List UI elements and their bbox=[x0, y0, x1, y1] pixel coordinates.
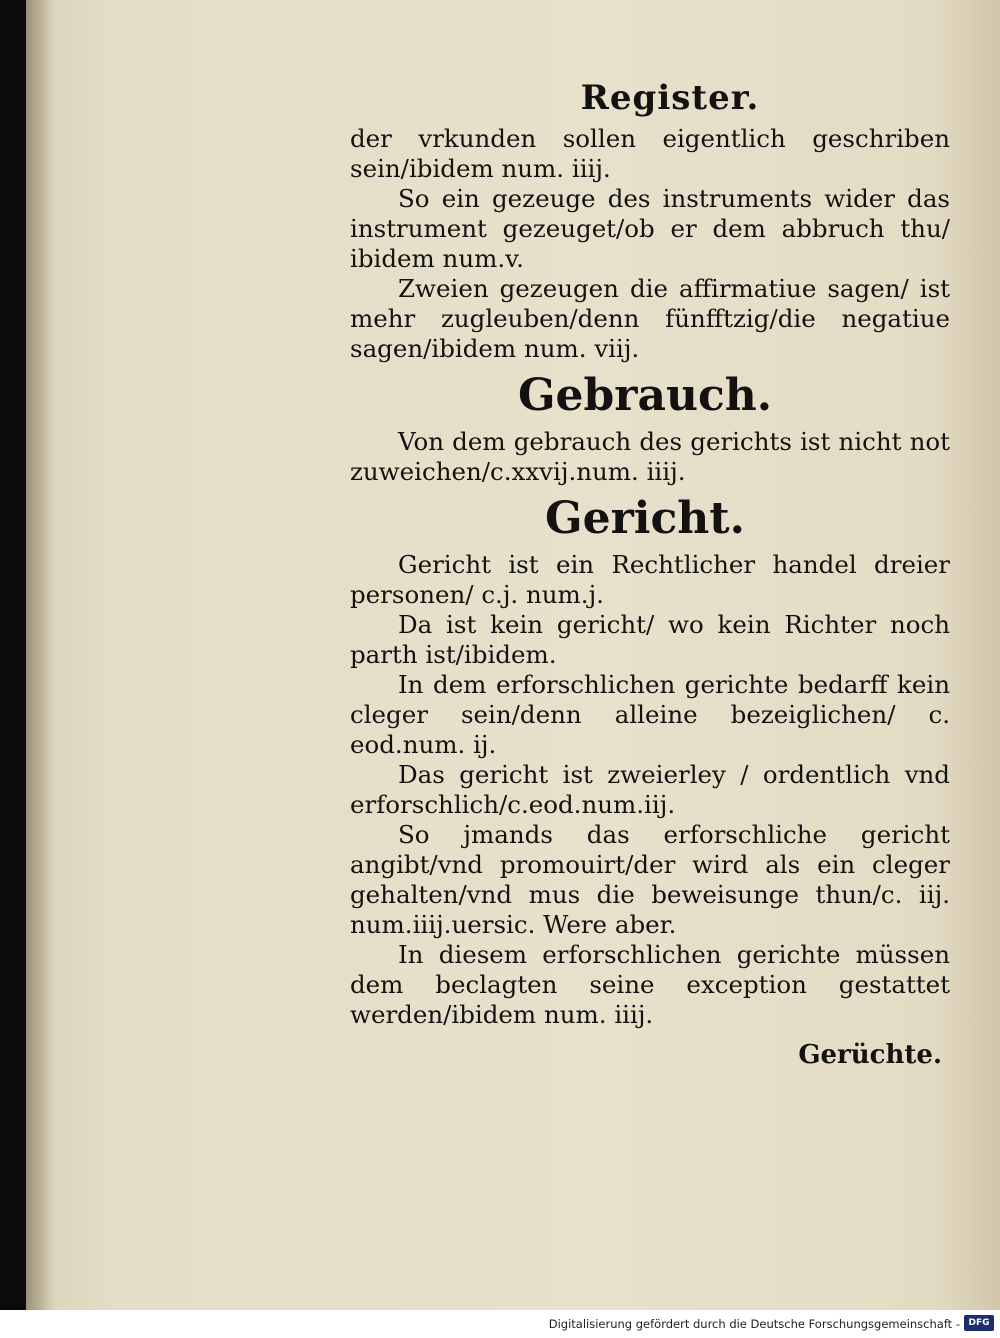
entry-text: In diesem erforschlichen gerichte müssen dem beclagten seine exception gestattet werden/ibidem num. iiij. bbox=[350, 940, 950, 1029]
dfg-logo: DFG bbox=[964, 1315, 994, 1331]
section-heading: Gebrauch. bbox=[517, 370, 773, 421]
entry-text: In dem erforschlichen gerichte bedarff kein cleger sein/denn alleine bezeiglichen/ c. eod.num. ij. bbox=[350, 670, 950, 759]
register-entry bbox=[350, 184, 950, 274]
entry-text: Da ist kein gericht/ wo kein Richter noch parth ist/ibidem. bbox=[350, 610, 950, 669]
gutter-shadow bbox=[26, 0, 54, 1310]
entry-text: Von dem gebrauch des gerichts ist nicht not zuweichen/c.xxvij.num. iiij. bbox=[350, 427, 950, 486]
register-entry bbox=[350, 670, 950, 760]
entry-text: der vrkunden sollen eigentlich geschriben sein/ibidem num. iiij. bbox=[350, 124, 950, 183]
entry-text: Das gericht ist zweierley / ordentlich vnd erforschlich/c.eod.num.iij. bbox=[350, 760, 950, 819]
register-entry bbox=[350, 124, 950, 184]
register-sections bbox=[350, 124, 950, 1030]
register-entry bbox=[350, 610, 950, 670]
register-entry bbox=[350, 427, 950, 487]
entry-text: Gericht ist ein Rechtlicher handel dreier personen/ c.j. num.j. bbox=[350, 550, 950, 609]
entry-text: Zweien gezeugen die affirmatiue sagen/ ist mehr zugleuben/denn fünfftzig/die negatiue sagen/ibidem num. viij. bbox=[350, 274, 950, 363]
entry-text: So ein gezeuge des instruments wider das instrument gezeuget/ob er dem abbruch thu/ ibidem num.v. bbox=[350, 184, 950, 273]
page-text bbox=[350, 78, 950, 1070]
entry-text: So jmands das erforschliche gericht angibt/vnd promouirt/der wird als ein cleger gehalten/vnd mus die beweisunge thun/c. iij. num.iiij.uersic. Were aber. bbox=[350, 820, 950, 939]
catchword: Gerüchte. bbox=[798, 1040, 942, 1070]
footer-bar bbox=[0, 1310, 1000, 1338]
running-head: Register. bbox=[580, 78, 760, 118]
register-entry bbox=[350, 820, 950, 940]
register-entry bbox=[350, 760, 950, 820]
section-heading: Gericht. bbox=[545, 493, 745, 544]
register-entry bbox=[350, 940, 950, 1030]
register-entry bbox=[350, 274, 950, 364]
register-entry bbox=[350, 550, 950, 610]
scan-edge bbox=[0, 0, 26, 1310]
footer-text: Digitalisierung gefördert durch die Deutsche Forschungsgemeinschaft - bbox=[548, 1317, 960, 1331]
